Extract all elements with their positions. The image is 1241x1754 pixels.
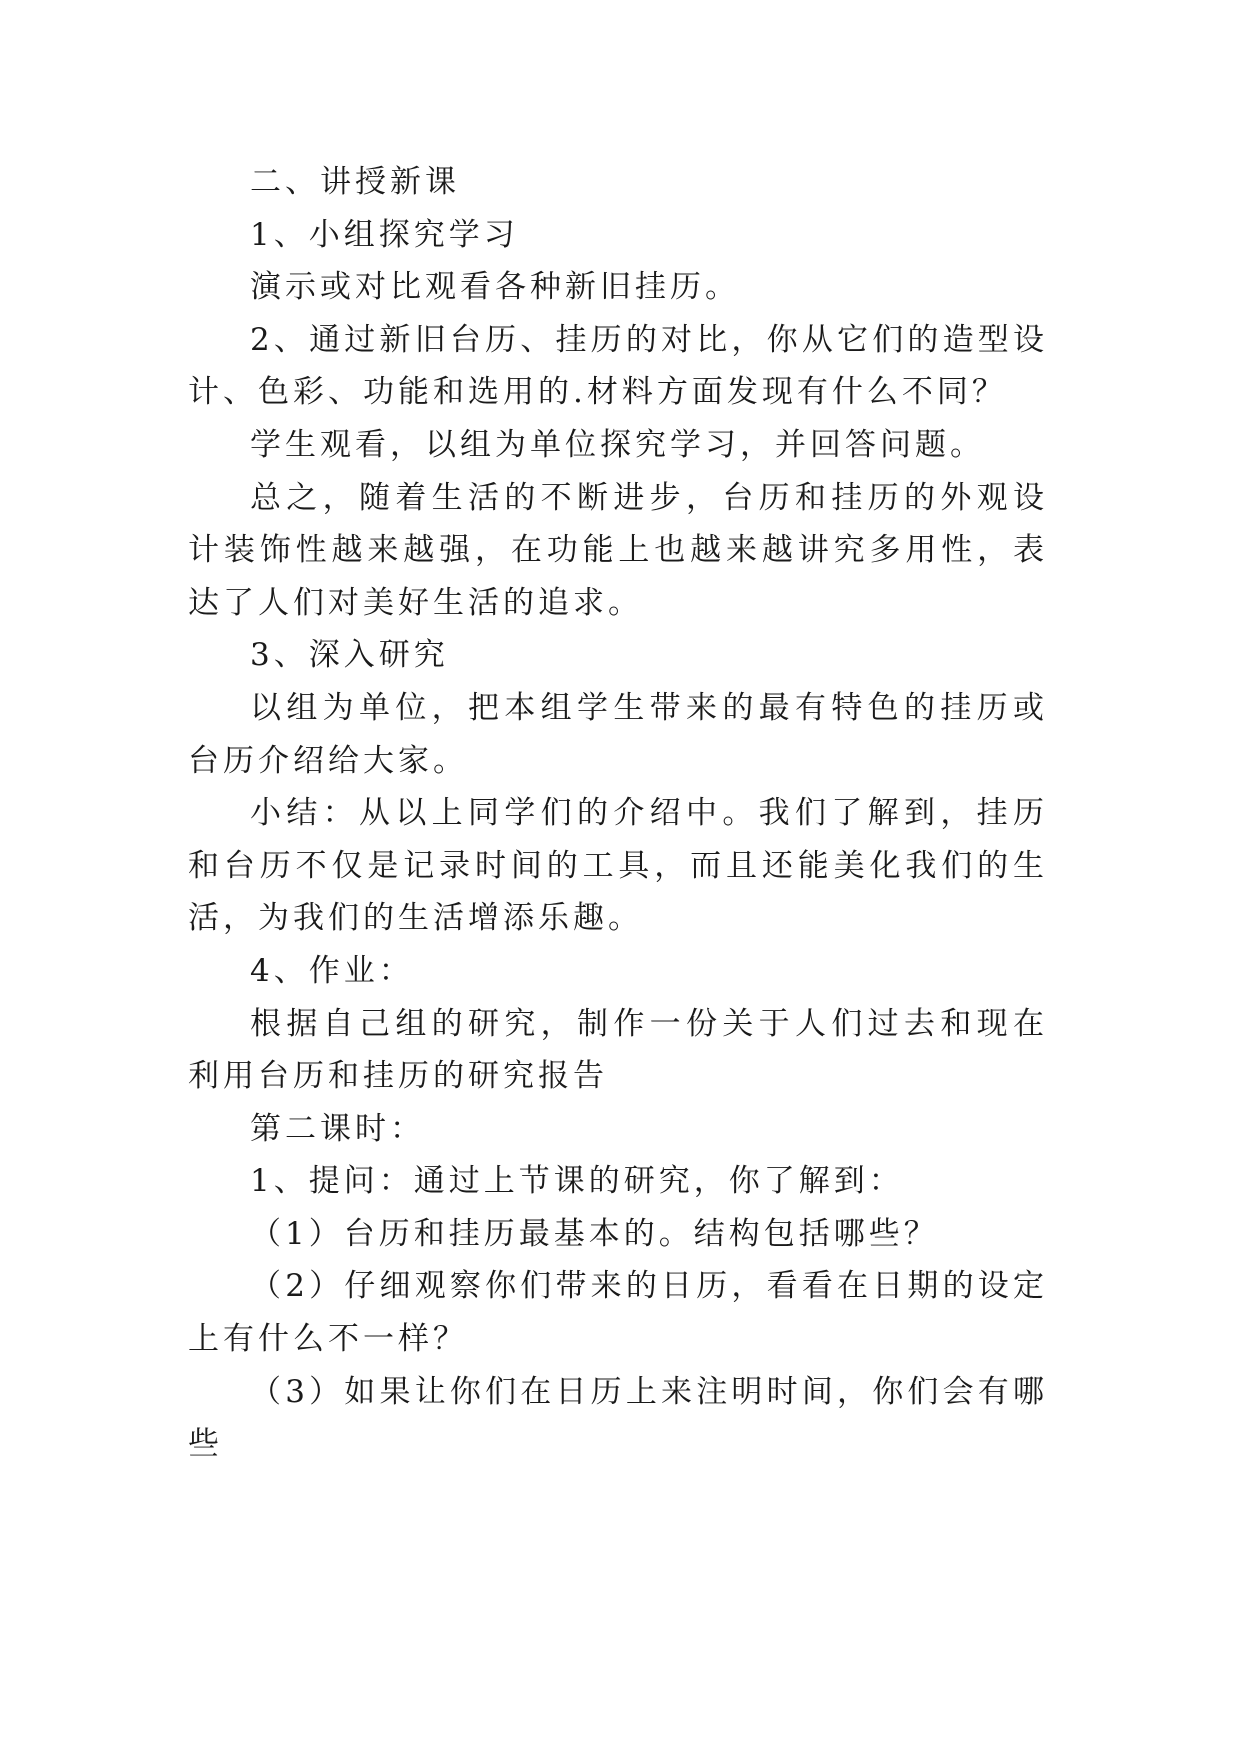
subsection-deep-research: 3、深入研究 [250,637,449,674]
section-heading-second-period: 第二课时： [250,1110,425,1147]
paragraph-conclusion: 小结：从以上同学们的介绍中。我们了解到，挂历和台历不仅是记录时间的工具，而且还能美化我们的生活，为我们的生活增添乐趣。 [188,795,1048,937]
paragraph-comparison-question: 2、通过新旧台历、挂历的对比，你从它们的造型设计、色彩、功能和选用的.材料方面发现有什么不同？ [188,321,1048,411]
document-body [188,156,1048,1471]
paragraph-student-activity: 学生观看，以组为单位探究学习，并回答问题。 [250,426,985,463]
paragraph-homework-task: 根据自己组的研究，制作一份关于人们过去和现在利用台历和挂历的研究报告 [188,1005,1048,1095]
subsection-homework: 4、作业： [250,952,414,989]
paragraph-summary: 总之，随着生活的不断进步，台历和挂历的外观设计装饰性越来越强，在功能上也越来越讲究多用性，表达了人们对美好生活的追求。 [188,479,1048,621]
section-heading-new-lesson: 二、讲授新课 [250,164,460,200]
paragraph-group-introduction: 以组为单位，把本组学生带来的最有特色的挂历或台历介绍给大家。 [188,689,1048,779]
paragraph-question-intro: 1、提问：通过上节课的研究，你了解到： [250,1163,904,1200]
list-item-question-1: （1）台历和挂历最基本的。结构包括哪些？ [250,1215,939,1252]
list-item-question-2: （2）仔细观察你们带来的日历，看看在日期的设定上有什么不一样？ [188,1268,1048,1358]
list-item-question-3: （3）如果让你们在日历上来注明时间，你们会有哪些 [188,1373,1048,1463]
paragraph-demo: 演示或对比观看各种新旧挂历。 [250,269,740,306]
subsection-group-inquiry: 1、小组探究学习 [250,216,519,253]
